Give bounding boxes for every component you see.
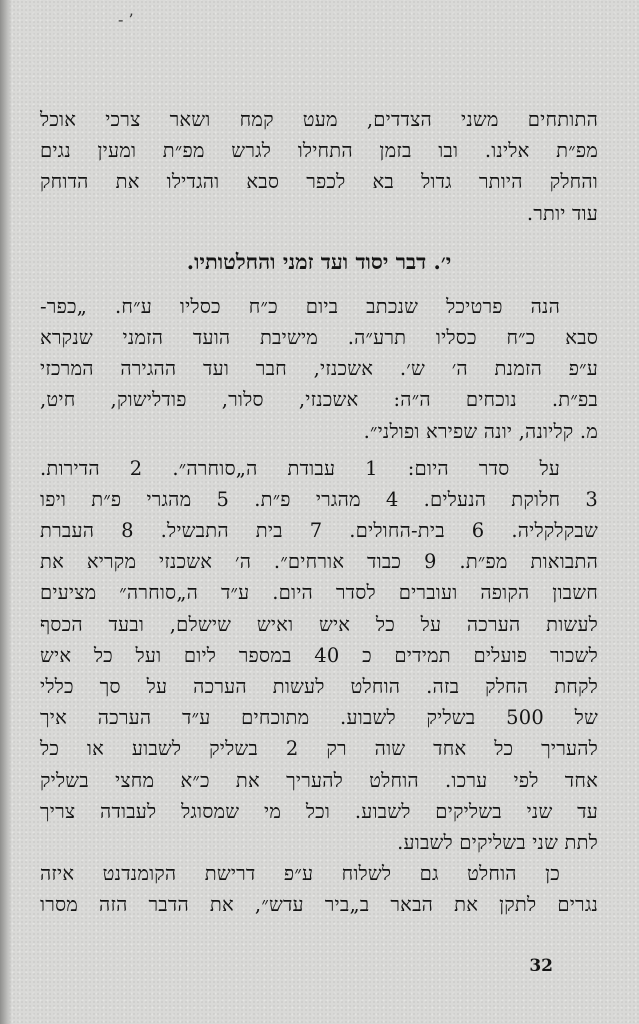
page-edge-shadow bbox=[0, 0, 12, 1024]
page-number: 32 bbox=[529, 956, 553, 976]
text-line: לעשות הערכה על כל איש ואיש שישלם, ובעד הכסף bbox=[40, 612, 598, 636]
text-line: ע״פ הזמנת ה׳ ש׳. אשכנזי, חבר ועד ההגירה המרכזי bbox=[40, 357, 598, 381]
text-line: לשכור פועלים תמידים כ 40 במספר ליום ועל כל איש bbox=[40, 643, 598, 667]
text-line: על סדר היום: 1 עבודת ה„סוחרה״. 2 הדירות. bbox=[40, 456, 561, 480]
text-line: התותחים משני הצדדים, מעט קמח ושאר צרכי אוכל bbox=[40, 108, 598, 131]
text-line: והחלק היותר גדול בא לכפר סבא והגדילו את הדוחק bbox=[40, 170, 598, 194]
page-body bbox=[40, 104, 598, 921]
text-line: הנה פרטיכל שנכתב ביום כ״ח כסליו ע״ח. „כפר- bbox=[40, 294, 560, 318]
text-line: נגרים לתקן את הבאר ב„ביר עדש״, את הדבר הזה מסרו bbox=[40, 893, 598, 917]
paragraph-3 bbox=[40, 453, 598, 858]
section-heading: י׳. דבר יסוד ועד זמני והחלטותיו. bbox=[186, 248, 452, 274]
text-line: כן הוחלט גם לשלוח ע״פ דרישת הקומנדנט איזה bbox=[40, 862, 560, 886]
text-line: מ. קליונה, יונה שפירא ופולני״. bbox=[363, 419, 598, 443]
text-line: עוד יותר. bbox=[526, 201, 598, 225]
paragraph-4 bbox=[40, 858, 598, 920]
text-line: בפ״ת. נוכחים ה״ה: אשכנזי, סלור, פודלישוק, חיט, bbox=[40, 388, 598, 412]
text-line: חשבון הקופה ועוברים לסדר היום. ע״ד ה„סוחרה״ מציעים bbox=[40, 581, 598, 605]
text-line: סבא כ״ח כסליו תרע״ה. מישיבת הועד הזמני שנקרא bbox=[40, 325, 598, 349]
text-line: אחד לפי ערכו. הוחלט להעריך את כ״א מחצי בשליק bbox=[40, 768, 598, 792]
text-line: עד שני בשליקים לשבוע. וכל מי שמסוגל לעבודה צריך bbox=[40, 799, 598, 823]
text-line: שבקלקליה. 6 בית-החולים. 7 בית התבשיל. 8 העברת bbox=[40, 519, 598, 543]
top-paragraph bbox=[40, 104, 598, 229]
page-mark: - ’ bbox=[118, 10, 134, 29]
text-line: לקחת החלק בזה. הוחלט לעשות הערכה על סך כללי bbox=[40, 675, 598, 698]
text-line: התבואות מפ״ת. 9 כבוד אורחים״. ה׳ אשכנזי מקריא את bbox=[40, 550, 598, 574]
paragraph-2 bbox=[40, 291, 598, 447]
text-line: להעריך כל אחד שוה רק 2 בשליק לשבוע או כל bbox=[40, 737, 598, 761]
text-line: 3 חלוקת הנעלים. 4 מהגרי פ״ת. 5 מהגרי פ״ת ויפו bbox=[40, 487, 598, 511]
text-line: לתת שני בשליקים לשבוע. bbox=[397, 830, 598, 854]
text-line: של 500 בשליק לשבוע. מתוכחים ע״ד הערכה איך bbox=[40, 706, 598, 730]
text-line: מפ״ת אלינו. ובו בזמן התחילו לגרש מפ״ת ומעין נגים bbox=[40, 139, 598, 163]
